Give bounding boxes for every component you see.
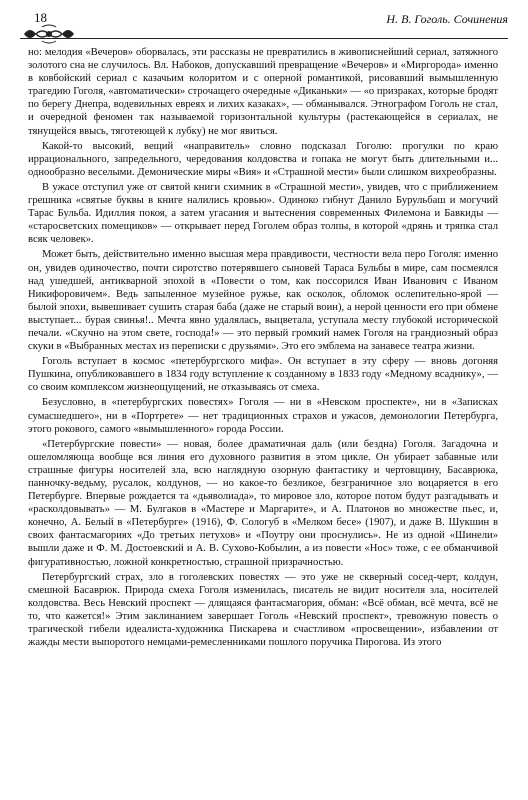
paragraph: Какой-то высокий, вещий «направитель» словно подсказал Гоголю: прогулки по краю иррационального, запредельного, чередования колдовства и гопака не могут быть длительными и... однообразно веселыми. Демонические миры «Вия» и «Страшной мести» были слишком вихреобразны. (28, 140, 498, 178)
paragraph: Может быть, действительно именно высшая мера правдивости, честности вела перо Гоголя: именно он, увидев одиночество, почти сиротство потерявшего сыновей Тараса Бульбы в мире, сам посмеялся над ушедшей, антикварной эпохой в «Повести о том, как поссорился Иван Иванович с Иваном Никифоровичем». Ведь запыленное музейное ружье, как осколок, обломок ослепительно-ярой — былой эпохи, вывешивает сушить старая баба (даже не старый воин), а нерой ценности его при обмене выступает... бурая свинья!.. Мечта явно удалялась, выцветала, уступала месту глубокой исторической печали. «Скучно на этом свете, господа!» — это первый громкий намек Гоголя на грандиозный образ скуки в «Выбранных местах из переписки с друзьями». Это его эмблема на занавесе театра жизни. (28, 249, 498, 353)
running-title: Н. В. Гоголь. Сочинения (386, 12, 508, 26)
page-number: 18 (34, 10, 47, 25)
page-header (20, 8, 508, 46)
paragraph: В ужасе отступил уже от святой книги схимник в «Страшной мести», увидев, что с приближением грешника «святые буквы в книге налились кровью». Одиноко гибнут Данило Бурульбаш и могучий Тарас Бульба. Идиллия покоя, а затем угасания и вытеснения современных Филемона и Бавкиды — «старосветских помещиков» — открывает перед Гоголем образ толпы, в которой «дрянь и тряпка стал всяк человек». (28, 181, 498, 246)
header-rule (20, 38, 508, 39)
paragraph: но: мелодия «Вечеров» оборвалась, эти рассказы не превратились в живописнейший сериал, затяжного золотого сна не случилось. Вл. Набоков, допускавший превращение «Вечеров» и «Миргорода» именно в ковбойский сериал с казачьим колоритом и с оперной романтикой, рисовавший вымышленную трагедию Гоголя, «автоматически» строчащего очередные «Диканьки» — «о призраках, которые бродят по берегу Днепра, водевильных евреях и лихих казаках», — обманывался. Этнографом Гоголь не стал, и очередной феномен так называемой горизонтальной культуры (растекающейся в сериалах, не тянущейся ввысь, тяготеющей к лубку) не мог явиться. (28, 47, 498, 137)
floral-ornament-icon (22, 24, 76, 44)
paragraph: Гоголь вступает в космос «петербургского мифа». Он вступает в эту сферу — вновь догоняя Пушкина, опубликовавшего в 1834 году вступление к созданному в 1833 году «Медному всаднику», — со своим комплексом жизнеощущений, не отказываясь от смеха. (28, 356, 498, 394)
paragraph: Безусловно, в «петербургских повестях» Гоголя — ни в «Невском проспекте», ни в «Записках сумасшедшего», ни в «Портрете» — нет традиционных страхов и ужасов, демонологии Петербурга, этого рокового, самого «вымышленного» города России. (28, 397, 498, 435)
page-body (28, 46, 498, 651)
paragraph: Петербургский страх, зло в гоголевских повестях — это уже не скверный сосед-черт, колдун, смешной Басаврюк. Природа смеха Гоголя изменилась, писатель не видит носителя зла, носителей колдовства. Весь Невский проспект — длящаяся фантасмагория, обман: «Всё обман, всё мечта, всё не то, что кажется!» Этим заклинанием завершает Гоголь «Невский проспект», тревожную повесть о трагической гибели идеалиста-художника Пискарева и счастливом «просвещении», избавлении от жажды мести выпоротого немцами-ремесленниками пошлого поручика Пирогова. Из этого (28, 571, 498, 649)
paragraph: «Петербургские повести» — новая, более драматичная даль (или бездна) Гоголя. Загадочна и ошеломляюща вообще вся линия его духовного развития в этом цикле. Он убирает забавные или страшные фигуры носителей зла, всю наглядную озорную фантастику и чертовщину, Басаврюка, панночку-ведьму, русалок, колдунов, — но какое-то безликое, безграничное зло воцаряется в его Петербурге. Впервые рождается та «дьяволиада», то мировое зло, которое потом будут разгадывать и «расколдовывать» — М. Булгаков в «Мастере и Маргарите», и А. Платонов во множестве пьес, и, конечно, А. Белый в «Петербурге» (1916), Ф. Сологуб в «Мелком бесе» (1907), и даже В. Шукшин в своих фантасмагориях «До третьих петухов» и «Поутру они проснулись». Не из одной «Шинели» вышли даже и Ф. М. Достоевский и А. В. Сухово-Кобылин, а из повести «Нос» тоже, с ее обманчивой фигуративностью, ложной конкретностью, страшной призрачностью. (28, 438, 498, 568)
